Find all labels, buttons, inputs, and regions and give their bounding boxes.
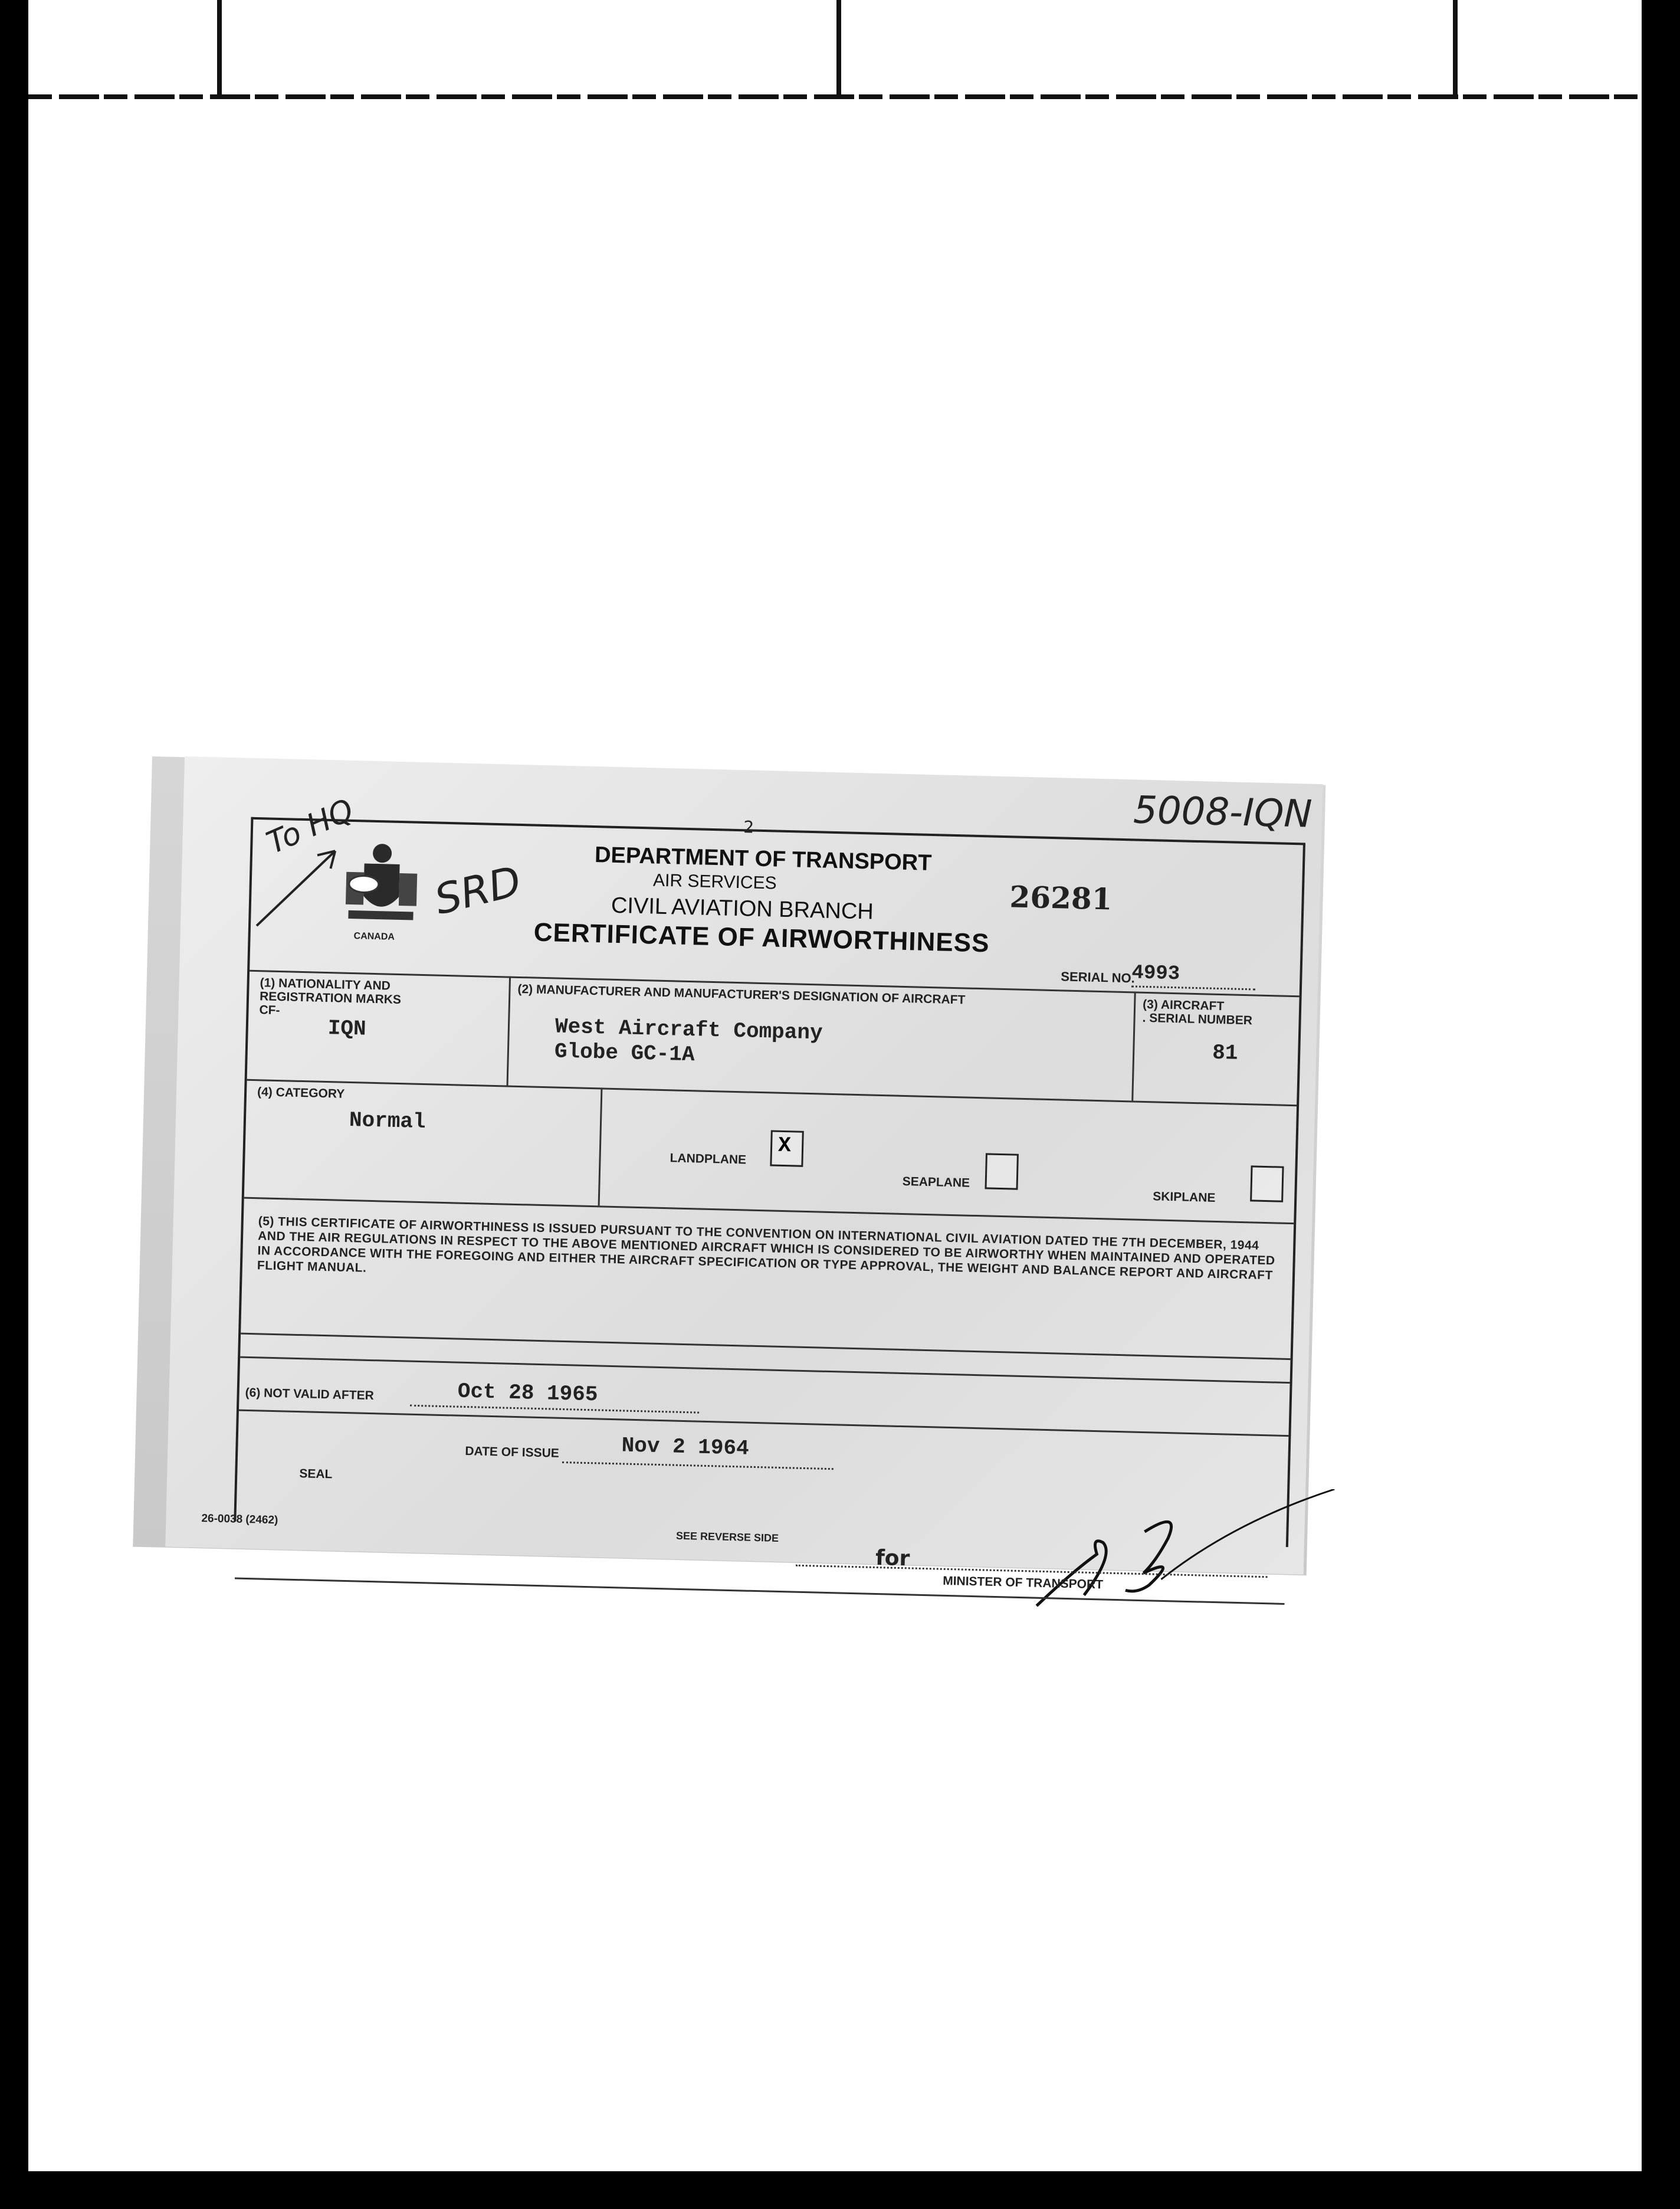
- initials-annotation: SRD: [430, 857, 526, 925]
- landplane-label: LANDPLANE: [670, 1151, 747, 1167]
- skiplane-checkbox: [1250, 1165, 1284, 1202]
- date-of-issue-label: DATE OF ISSUE: [465, 1444, 560, 1460]
- air-services-heading: AIR SERVICES: [652, 870, 777, 893]
- branch-heading: CIVIL AVIATION BRANCH: [611, 893, 874, 925]
- certificate-statement: (5) THIS CERTIFICATE OF AIRWORTHINESS IS ISSUED PURSUANT TO THE CONVENTION ON INTERNATIONAL CIVIL AVIATION DATED THE 7TH DECEMBER, 1944 AND THE AIR REGULATIONS IN RESPECT TO THE ABOVE MENTIONED AIRCRAFT WHICH IS CONSIDERED TO BE AIRWORTHY WHEN MAINTAINED AND OPERATED IN ACCORDANCE WITH THE FOREGOING AND EITHER THE AIRCRAFT SPECIFICATION OR TYPE APPROVAL, THE WEIGHT AND BALANCE REPORT AND AIRCRAFT FLIGHT MANUAL.: [257, 1214, 1275, 1283]
- frame-rule: [28, 94, 1642, 99]
- nationality-label: (1) NATIONALITY AND REGISTRATION MARKS CF-: [259, 976, 402, 1018]
- skiplane-label: SKIPLANE: [1152, 1189, 1216, 1205]
- manufacturer-label: (2) MANUFACTURER AND MANUFACTURER'S DESIGNATION OF AIRCRAFT: [517, 982, 966, 1007]
- manufacturer-name: West Aircraft Company: [554, 1014, 823, 1045]
- row-divider: [239, 1410, 1289, 1437]
- date-of-issue-line: [562, 1461, 834, 1470]
- frame-divider: [217, 0, 222, 94]
- category-value: Normal: [349, 1108, 426, 1135]
- registration-marks-value: IQN: [327, 1016, 367, 1041]
- serial-value: 4993: [1131, 962, 1180, 986]
- category-label: (4) CATEGORY: [257, 1085, 345, 1101]
- landplane-checkbox: [770, 1130, 803, 1166]
- routing-note: To HQ: [261, 792, 359, 861]
- row-divider: [247, 1079, 1297, 1106]
- minister-signature: [1025, 1482, 1382, 1626]
- certificate-number: 26281: [1009, 879, 1113, 917]
- certificate-title: CERTIFICATE OF AIRWORTHINESS: [533, 917, 990, 958]
- department-heading: DEPARTMENT OF TRANSPORT: [594, 843, 932, 876]
- top-frame-strip: [28, 0, 1642, 94]
- for-label: for: [875, 1546, 910, 1571]
- aircraft-serial-label: (3) AIRCRAFT . SERIAL NUMBER: [1142, 997, 1253, 1028]
- row-divider: [241, 1333, 1291, 1360]
- seal-label: SEAL: [299, 1467, 333, 1482]
- col-divider: [1131, 991, 1136, 1100]
- minister-label: MINISTER OF TRANSPORT: [942, 1574, 1104, 1592]
- date-of-issue-value: Nov 2 1964: [621, 1433, 750, 1461]
- row-divider: [240, 1356, 1290, 1384]
- see-reverse-note: SEE REVERSE SIDE: [675, 1529, 779, 1544]
- serial-underline: [1131, 985, 1255, 990]
- serial-label: SERIAL NO.: [1061, 969, 1136, 986]
- aircraft-serial-value: 81: [1212, 1040, 1238, 1066]
- crest-label: CANADA: [353, 931, 395, 942]
- col-divider: [507, 976, 511, 1086]
- aircraft-designation: Globe GC-1A: [554, 1039, 695, 1067]
- not-valid-after-line: [410, 1405, 699, 1414]
- frame-divider: [1453, 0, 1458, 94]
- seaplane-checkbox: [985, 1153, 1018, 1189]
- certificate-card: [165, 756, 1323, 1592]
- scanned-page: [28, 0, 1642, 2171]
- form-number: 26-0038 (2462): [201, 1512, 278, 1527]
- not-valid-after-value: Oct 28 1965: [457, 1379, 598, 1407]
- file-number-annotation: 5008-IQN: [1133, 788, 1313, 837]
- top-mark: 2: [743, 817, 754, 837]
- seaplane-label: SEAPLANE: [902, 1174, 970, 1190]
- col-divider: [598, 1087, 603, 1205]
- not-valid-after-label: (6) NOT VALID AFTER: [245, 1385, 375, 1403]
- landplane-check-mark: X: [777, 1133, 792, 1158]
- frame-divider: [836, 0, 841, 94]
